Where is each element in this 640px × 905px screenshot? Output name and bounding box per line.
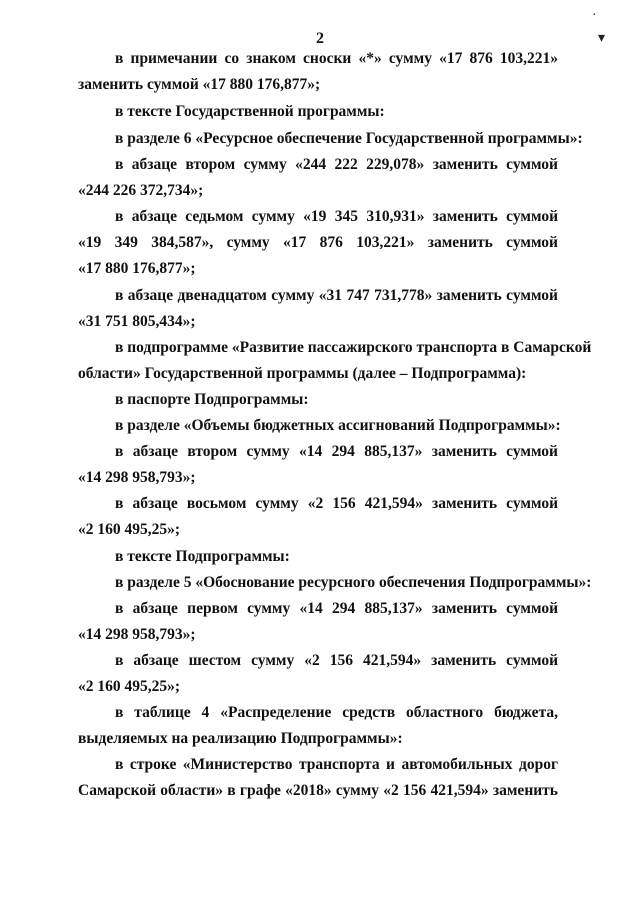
margin-tick: ▾ [598, 31, 606, 46]
text-line: в разделе 5 «Обоснование ресурсного обеспечения Подпрограммы»: [115, 574, 592, 591]
text-line: в тексте Подпрограммы: [115, 548, 290, 565]
text-line: в абзаце седьмом сумму «19 345 310,931» заменить суммой [115, 208, 558, 225]
text-line: «14 298 958,793»; [78, 469, 196, 486]
text-line: «14 298 958,793»; [78, 626, 196, 643]
text-line: в строке «Министерство транспорта и автомобильных дорог [115, 756, 558, 773]
text-line: «2 160 495,25»; [78, 521, 181, 538]
text-line: в разделе «Объемы бюджетных ассигнований Подпрограммы»: [115, 417, 561, 434]
text-line: в подпрограмме «Развитие пассажирского транспорта в Самарской [115, 339, 592, 356]
text-line: заменить суммой «17 880 176,877»; [78, 76, 321, 93]
text-line: в абзаце двенадцатом сумму «31 747 731,778» заменить суммой [115, 287, 558, 304]
text-line: «19 349 384,587», сумму «17 876 103,221» заменить суммой [78, 234, 558, 251]
text-line: области» Государственной программы (далее – Подпрограмма): [78, 365, 527, 382]
page-number: 2 [316, 30, 324, 47]
text-line: в абзаце первом сумму «14 294 885,137» заменить суммой [115, 600, 558, 617]
text-line: в абзаце шестом сумму «2 156 421,594» заменить суммой [115, 652, 558, 669]
text-line: «31 751 805,434»; [78, 313, 196, 330]
text-line: в разделе 6 «Ресурсное обеспечение Государственной программы»: [115, 130, 583, 147]
text-line: в абзаце втором сумму «14 294 885,137» заменить суммой [115, 443, 558, 460]
text-line: в абзаце восьмом сумму «2 156 421,594» заменить суммой [115, 495, 558, 512]
text-line: «244 226 372,734»; [78, 182, 204, 199]
text-line: в паспорте Подпрограммы: [115, 391, 309, 408]
text-line: в примечании со знаком сноски «*» сумму «17 876 103,221» [115, 50, 558, 67]
text-line: в таблице 4 «Распределение средств областного бюджета, [115, 704, 558, 721]
margin-dot: · [592, 8, 597, 23]
text-line: выделяемых на реализацию Подпрограммы»: [78, 730, 403, 747]
text-line: Самарской области» в графе «2018» сумму «2 156 421,594» заменить [78, 782, 558, 799]
text-line: «2 160 495,25»; [78, 678, 181, 695]
text-line: «17 880 176,877»; [78, 260, 196, 277]
text-line: в абзаце втором сумму «244 222 229,078» заменить суммой [115, 156, 558, 173]
text-line: в тексте Государственной программы: [115, 103, 385, 120]
